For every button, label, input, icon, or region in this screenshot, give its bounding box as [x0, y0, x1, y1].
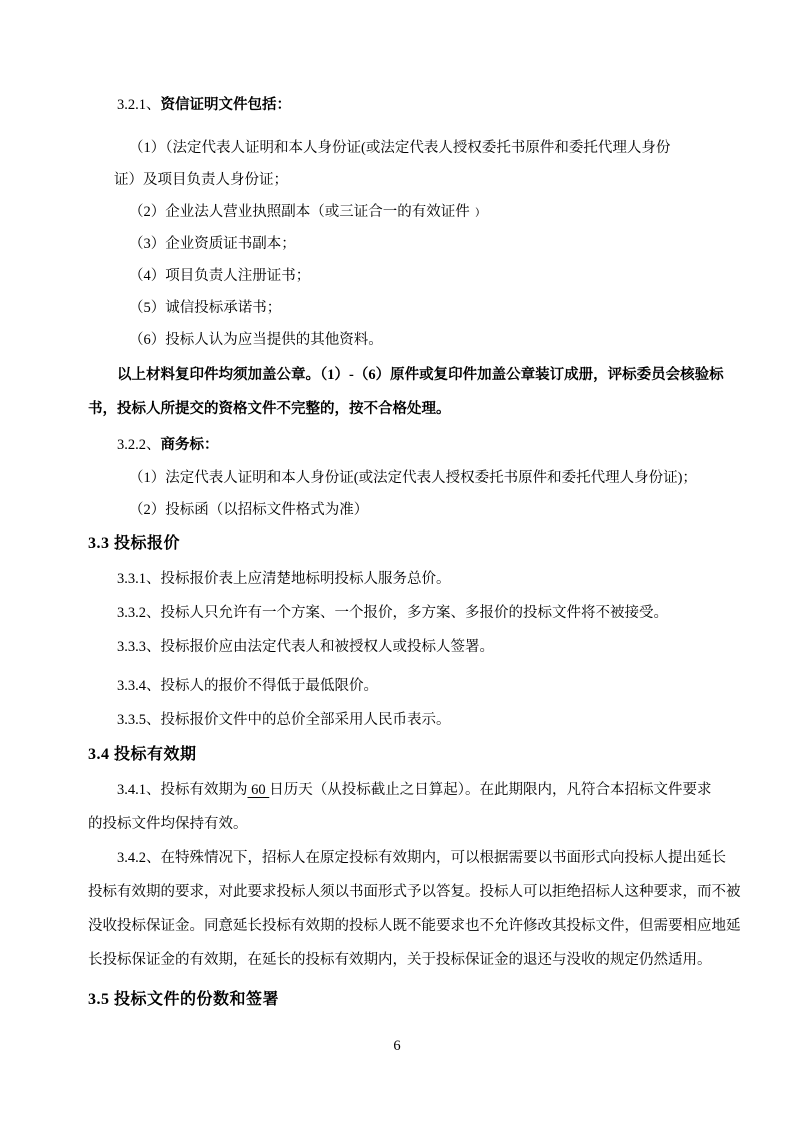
text-segment: 资信证明文件包括： [160, 97, 291, 113]
section-heading [88, 737, 714, 773]
text-segment: （2）企业法人营业执照副本（或三证合一的有效证件﹚ [129, 204, 485, 220]
doc-line [88, 132, 714, 164]
doc-line [88, 358, 724, 392]
text-segment: （3）企业资质证书副本； [129, 236, 296, 252]
doc-line [88, 292, 714, 324]
text-segment: 3.3.3、投标报价应由法定代表人和被授权人或投标人签署。 [117, 639, 494, 655]
doc-line [88, 669, 714, 703]
text-segment: 3.3.1、投标报价表上应清楚地标明投标人服务总价。 [117, 571, 451, 587]
text-segment: （5）诚信投标承诺书； [129, 300, 282, 316]
text-segment: 长投标保证金的有效期，在延长的投标有效期内，关于投标保证金的退还与没收的规定仍然适用。 [88, 952, 712, 968]
section-heading [88, 982, 714, 1018]
text-segment: 3.5 投标文件的份数和签署 [88, 991, 280, 1008]
text-segment: （2）投标函（以招标文件格式为准） [129, 502, 369, 518]
text-segment: 3.3 投标报价 [88, 535, 181, 552]
doc-line [88, 562, 714, 596]
doc-line [88, 88, 714, 122]
doc-line [88, 164, 714, 196]
doc-line [88, 428, 714, 462]
doc-line [88, 494, 714, 526]
text-segment: （6）投标人认为应当提供的其他资料。 [129, 332, 383, 348]
text-segment: （4）项目负责人注册证书； [129, 268, 311, 284]
text-segment: （1）法定代表人证明和本人身份证(或法定代表人授权委托书原件和委托代理人身份证)； [129, 470, 697, 486]
doc-line [88, 807, 714, 841]
text-segment: 证）及项目负责人身份证； [114, 172, 288, 188]
page-number: 6 [393, 1038, 401, 1054]
text-segment: 3.3.5、投标报价文件中的总价全部采用人民币表示。 [117, 712, 451, 728]
text-segment: 投标有效期的要求，对此要求投标人须以书面形式予以答复。投标人可以拒绝招标人这种要求，而不被 [88, 884, 741, 900]
document-body [88, 88, 741, 1018]
doc-line [88, 392, 714, 426]
doc-line [88, 943, 714, 977]
doc-line [88, 324, 714, 356]
doc-line [88, 228, 714, 260]
doc-line [88, 260, 714, 292]
doc-line [88, 703, 714, 737]
text-segment: 商务标： [160, 437, 219, 453]
text-segment: 3.3.2、投标人只允许有一个方案、一个报价，多方案、多报价的投标文件将不被接受。 [117, 605, 668, 621]
doc-line [88, 462, 714, 494]
text-segment: 书，投标人所提交的资格文件不完整的，按不合格处理。 [88, 401, 451, 417]
text-segment: 3.4.2、在特殊情况下，招标人在原定投标有效期内，可以根据需要以书面形式向投标人提出延长 [117, 850, 726, 866]
text-segment: 3.4.1、投标有效期为 [117, 782, 248, 798]
text-segment: 的投标文件均保持有效。 [88, 816, 248, 832]
text-segment: （1）（法定代表人证明和本人身份证(或法定代表人授权委托书原件和委托代理人身份 [129, 140, 671, 156]
doc-line [88, 773, 714, 807]
filled-blank-value: 60 [247, 782, 270, 798]
doc-line [88, 909, 741, 943]
doc-line [88, 196, 714, 228]
text-segment: 没收投标保证金。同意延长投标有效期的投标人既不能要求也不允许修改其投标文件，但需要相应地延 [88, 918, 741, 934]
section-heading [88, 526, 714, 562]
doc-line [88, 875, 741, 909]
text-segment: 3.2.2、 [117, 437, 161, 453]
doc-line [88, 841, 726, 875]
doc-line [88, 596, 714, 630]
doc-line [88, 630, 714, 664]
text-segment: 3.3.4、投标人的报价不得低于最低限价。 [117, 678, 378, 694]
text-segment: 3.2.1、 [117, 97, 161, 113]
text-segment: 以上材料复印件均须加盖公章。（1）-（6）原件或复印件加盖公章装订成册，评标委员会核验标 [117, 367, 724, 383]
text-segment: 3.4 投标有效期 [88, 746, 197, 763]
text-segment: 日历天（从投标截止之日算起）。在此期限内，凡符合本招标文件要求 [269, 782, 712, 798]
